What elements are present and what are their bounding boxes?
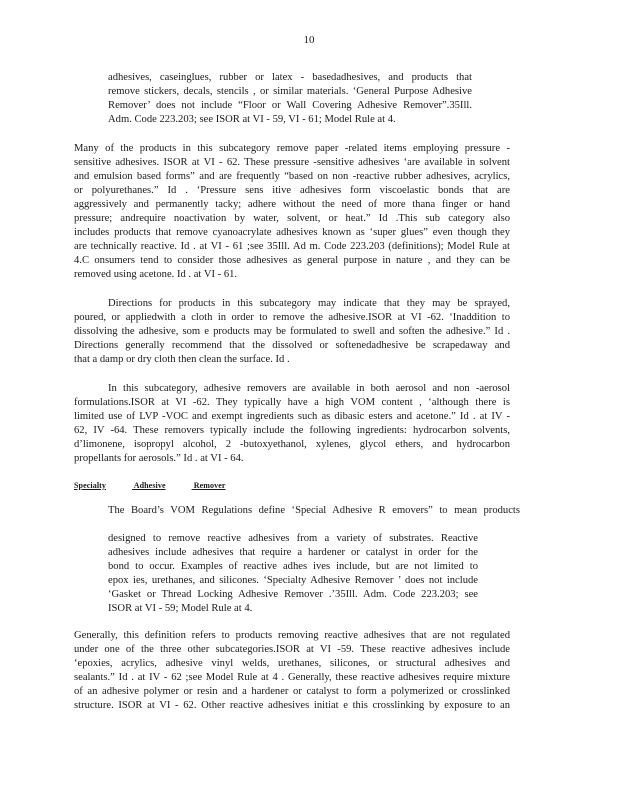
text-line: Remover’ does not include “Floor or Wall Covering Adhesive Remover”.35Ill.	[108, 100, 472, 111]
text-line: sensitive adhesives. ISOR at VI - 62. These pressure -sensitive adhesives ‘are available in solvent	[74, 157, 510, 168]
page-number: 10	[303, 34, 315, 46]
text-line: limited use of LVP -VOC and exempt ingredients such as dibasic esters and acetone.” Id . at IV -	[74, 411, 510, 422]
text-line: 62, IV -64. These removers typically include the following ingredients: hydrocarbon solvents,	[74, 425, 510, 436]
text-line: poured, or appliedwith a cloth in order to remove the adhesive.ISOR at VI -62. ‘Inaddition to	[74, 312, 510, 323]
text-line: are technically reactive. Id . at VI - 61 ;see 35Ill. Ad m. Code 223.203 (definitions); Model Rule at	[74, 241, 510, 252]
text-line: remove stickers, decals, stencils , or similar materials. ‘General Purpose Adhesive	[108, 86, 472, 97]
text-line: that a damp or dry cloth then clean the surface. Id .	[74, 354, 290, 365]
text-line: bond to occur. Examples of reactive adhes ives include, but are not limited to	[108, 561, 478, 572]
text-line: Adm. Code 223.203; see ISOR at VI - 59, VI - 61; Model Rule at 4.	[108, 114, 396, 125]
heading-word: Adhesive	[133, 481, 166, 490]
text-line: under one of the three other subcategories.ISOR at VI -59. These reactive adhesives include	[74, 644, 510, 655]
text-line: structure. ISOR at VI - 62. Other reactive adhesives initiat e this crosslinking by exposure to an	[74, 700, 510, 711]
text-line: adhesives include adhesives that require a hardener or catalyst in order for the	[108, 547, 478, 558]
text-line: ‘Gasket or Thread Locking Adhesive Remover .’35Ill. Adm. Code 223.203; see	[108, 589, 478, 600]
text-line: pressure; andrequire noactivation by water, solvent, or heat.” Id .This sub category also	[74, 213, 510, 224]
text-line: Directions generally recommend that the dissolved or softenedadhesive be scrapedaway and	[74, 340, 510, 351]
text-line: of an adhesive polymer or resin and a hardener or catalyst to form a polymerized or crosslinked	[74, 686, 510, 697]
intro-line: The Board’s VOM Regulations define ‘Special Adhesive R emovers” to mean products	[108, 505, 520, 516]
text-line: adhesives, caseinglues, rubber or latex - basedadhesives, and products that	[108, 72, 472, 83]
text-line: designed to remove reactive adhesives from a variety of substrates. Reactive	[108, 533, 478, 544]
text-line: formulations.ISOR at VI -62. They typically have a high VOM content , ‘although there is	[74, 397, 510, 408]
text-line: and emulsion based forms” and are frequently “based on non -reactive rubber adhesives, acrylics,	[74, 171, 510, 182]
text-line: includes products that remove cyanoacrylate adhesives known as ‘super glues” even though they	[74, 227, 510, 238]
text-line: sealants.” Id . at IV - 62 ;see Model Rule at 4 . Generally, these reactive adhesives require mixture	[74, 672, 510, 683]
text-line: Directions for products in this subcategory may indicate that they may be sprayed,	[108, 298, 510, 309]
text-line: Generally, this definition refers to products removing reactive adhesives that are not regulated	[74, 630, 510, 641]
text-line: propellants for aerosols.” Id . at VI - 64.	[74, 453, 244, 464]
text-line: d’limonene, isopropyl alcohol, 2 -butoxyethanol, xylenes, glycol ethers, and hydrocarbon	[74, 439, 510, 450]
heading-word: Remover	[193, 481, 226, 490]
text-line: dissolving the adhesive, som e products may be formulated to swell and soften the adhesive.” Id .	[74, 326, 510, 337]
text-line: ISOR at VI - 59; Model Rule at 4.	[108, 603, 253, 614]
section-heading	[74, 481, 252, 490]
text-line: Many of the products in this subcategory remove paper -related items employing pressure -	[74, 143, 510, 154]
text-line: ‘epoxies, acrylics, adhesive vinyl welds, urethanes, silicones, or structural adhesives and	[74, 658, 510, 669]
text-line: removed using acetone. Id . at VI - 61.	[74, 269, 238, 280]
text-line: or polyurethanes.” Id . ‘Pressure sens itive adhesives form viscoelastic bonds that are	[74, 185, 510, 196]
heading-word: Specialty	[74, 481, 107, 490]
text-line: 4.C onsumers tend to consider those adhesives as general purpose in nature , and they can be	[74, 255, 510, 266]
text-line: epox ies, urethanes, and silicones. ‘Specialty Adhesive Remover ’ does not include	[108, 575, 478, 586]
text-line: In this subcategory, adhesive removers are available in both aerosol and non -aerosol	[108, 383, 510, 394]
text-line: aggressively and permanently tacky; adhere without the need of more thana finger or hand	[74, 199, 510, 210]
